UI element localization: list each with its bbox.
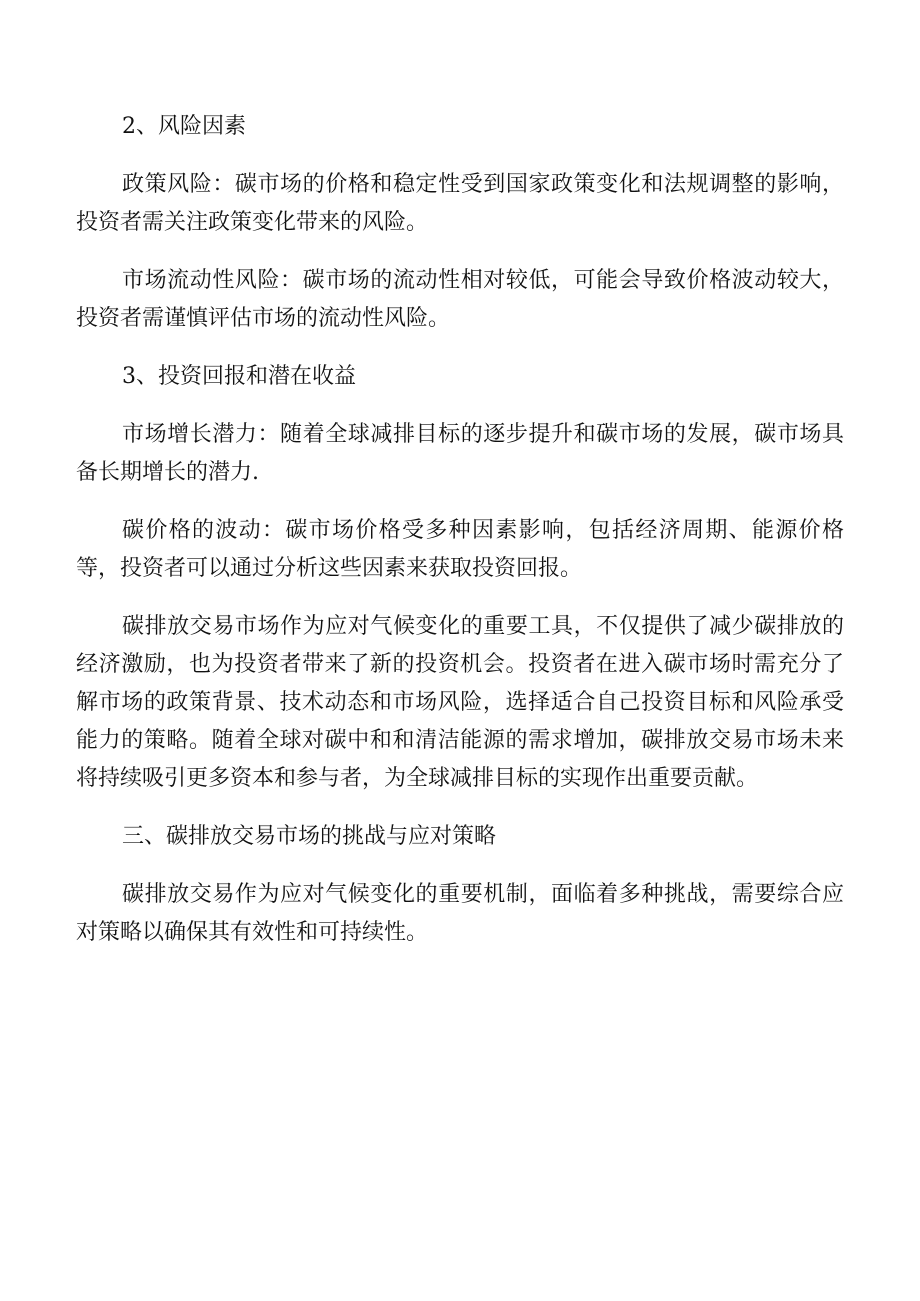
paragraph-growth-potential: 市场增长潜力：随着全球减排目标的逐步提升和碳市场的发展，碳市场具备长期增长的潜力. [76, 422, 844, 485]
paragraph-challenges-intro: 碳排放交易作为应对气候变化的重要机制，面临着多种挑战，需要综合应对策略以确保其有效性和可持续性。 [76, 882, 844, 945]
section-heading-risk-factors: 2、风险因素 [122, 114, 246, 139]
paragraph-summary: 碳排放交易市场作为应对气候变化的重要工具，不仅提供了减少碳排放的经济激励，也为投资者带来了新的投资机会。投资者在进入碳市场时需充分了解市场的政策背景、技术动态和市场风险，选择适合自己投资目标和风险承受能力的策略。随着全球对碳中和和清洁能源的需求增加，碳排放交易市场未来将持续吸引更多资本和参与者，为全球减排目标的实现作出重要贡献。 [76, 614, 844, 791]
section-heading-returns: 3、投资回报和潜在收益 [122, 364, 356, 389]
paragraph-liquidity-risk: 市场流动性风险：碳市场的流动性相对较低，可能会导致价格波动较大，投资者需谨慎评估市场的流动性风险。 [76, 268, 844, 331]
chapter-heading-challenges: 三、碳排放交易市场的挑战与应对策略 [122, 824, 497, 849]
paragraph-policy-risk: 政策风险：碳市场的价格和稳定性受到国家政策变化和法规调整的影响，投资者需关注政策变化带来的风险。 [76, 172, 844, 235]
paragraph-price-volatility: 碳价格的波动：碳市场价格受多种因素影响，包括经济周期、能源价格等，投资者可以通过分析这些因素来获取投资回报。 [76, 518, 844, 581]
